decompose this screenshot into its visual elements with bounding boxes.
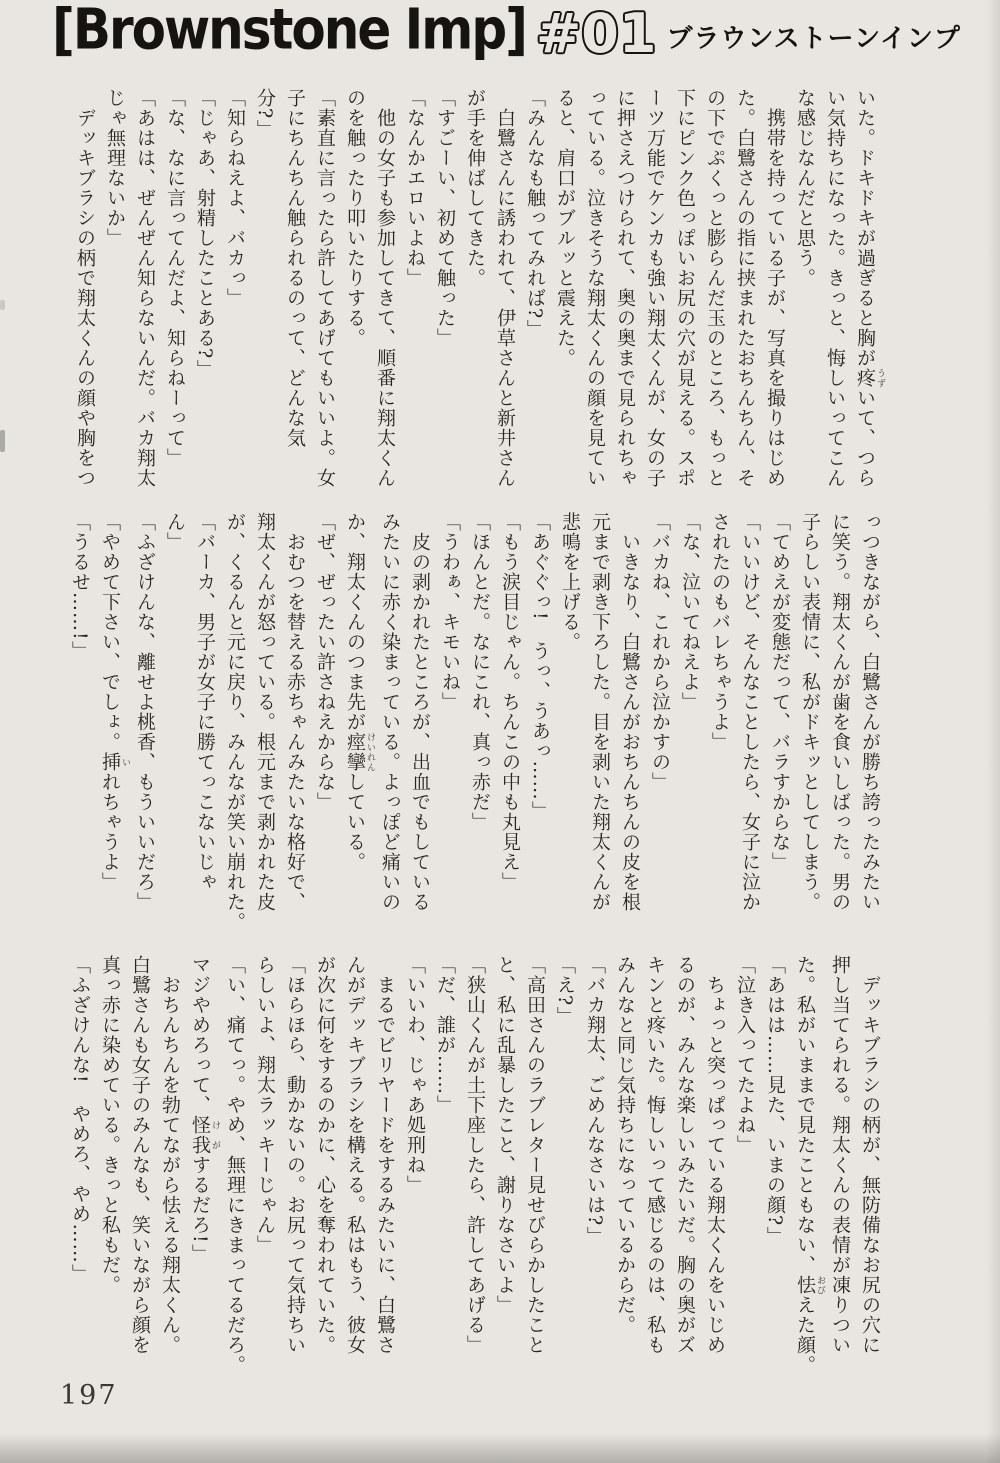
text-column: いきなり、白鷺さんがおちんちんの皮を根 xyxy=(619,512,641,912)
text-column: 「いいけど、そんなことしたら、女子に泣か xyxy=(739,512,761,912)
text-column: 「みんなも触ってみれば?」 xyxy=(524,88,546,340)
text-column: 真っ赤に染めている。きっと私もだ。 xyxy=(99,955,121,1295)
text-block-middle xyxy=(65,512,885,944)
text-column: ると、肩口がブルッと震えた。 xyxy=(554,88,576,368)
text-column: マジやめろって、怪我 けがするだろ!」 xyxy=(189,955,220,1264)
text-column: 「え?」 xyxy=(554,955,576,1027)
text-column: 「じゃあ、射精したことある?」 xyxy=(194,88,216,380)
text-column: に押さえつけられて、奥の奥まで見られちゃ xyxy=(614,88,636,488)
text-column: 「バカ翔太、ごめんなさいは?」 xyxy=(584,955,606,1247)
page-number: 197 xyxy=(60,1380,118,1411)
text-column: じゃ無理ないか」 xyxy=(104,88,126,248)
text-column: 「なんかエロいよね」 xyxy=(404,88,426,288)
text-column: 押し当てられる。翔太くんの表情が凍りつい xyxy=(829,955,851,1355)
text-block-top xyxy=(70,88,885,492)
text-column: 「あはは……見た、いまの顔?」 xyxy=(764,955,786,1247)
text-column: 「ふざけんな、離せよ桃香、もういいだろ」 xyxy=(134,512,156,912)
text-column: 分?」 xyxy=(254,88,276,140)
text-column: い気持ちになった。きっと、悔しいってこん xyxy=(824,88,846,488)
text-column: か、翔太くんのつま先が痙攣 けいれんしている。 xyxy=(344,512,375,872)
text-column: ん」 xyxy=(164,512,186,552)
text-column: 下にピンク色っぽいお尻の穴が見える。スポ xyxy=(674,88,696,488)
text-column: 皮の剥かれたところが、出血でもしている xyxy=(409,512,431,912)
text-column: 「いいわ、じゃあ処刑ね」 xyxy=(404,955,426,1195)
text-column: 「ほんとだ。なにこれ、真っ赤だ」 xyxy=(469,512,491,832)
text-column: おちんちんを勃てながら怯える翔太くん。 xyxy=(159,955,181,1355)
text-column: 悲鳴を上げる。 xyxy=(559,512,581,652)
chapter-title-japanese: ブラウンストーンインプ xyxy=(666,24,961,54)
text-column: ーツ万能でケンカも強い翔太くんが、女の子 xyxy=(644,88,666,488)
text-column: が手を伸ばしてきた。 xyxy=(464,88,486,288)
text-column: が次に何をするのかに、心を奪われていた。 xyxy=(314,955,336,1355)
text-column: んがデッキブラシを構える。私はもう、彼女 xyxy=(344,955,366,1355)
text-column: 「てめえが変態だって、バラすからな」 xyxy=(769,512,791,872)
text-column: デッキブラシの柄で翔太くんの顔や胸をつ xyxy=(74,88,96,488)
text-column: 「バーカ、男子が女子に勝てっこないじゃ xyxy=(194,512,216,892)
chapter-title-english: [Brownstone Imp] xyxy=(52,0,527,63)
text-column: 「うるせ……!」 xyxy=(69,512,91,661)
text-column: 白鷺さんも女子のみんなも、笑いながら顔を xyxy=(129,955,151,1355)
text-column: みたいに赤く染まっている。よっぽど痛いの xyxy=(379,512,401,912)
text-column: おむつを替える赤ちゃんみたいな格好で、 xyxy=(284,512,306,912)
text-column: 「やめて下さい、でしょ。挿 いれちゃうよ」 xyxy=(99,512,130,892)
chapter-header xyxy=(52,0,961,65)
text-column: いた。ドキドキが過ぎると胸が疼 うずいて、つら xyxy=(854,88,885,488)
text-column: っている。泣きそうな翔太くんの顔を見てい xyxy=(584,88,606,488)
text-column: キンと疼いた。悔しいって感じるのは、私も xyxy=(644,955,666,1355)
text-column: 「あぐぐっ! うっ、うあっ……」 xyxy=(529,512,551,821)
text-column: な感じなんだと思う。 xyxy=(794,88,816,288)
text-column: されたのもバレちゃうよ」 xyxy=(709,512,731,752)
text-column: が、くるんと元に戻り、みんなが笑い崩れた。 xyxy=(224,512,246,932)
text-column: 他の女子も参加してきて、順番に翔太くん xyxy=(374,88,396,488)
text-column: るのが、みんな楽しいみたいだ。胸の奥がズ xyxy=(674,955,696,1355)
text-column: た。白鷺さんの指に挟まれたおちんちん、そ xyxy=(734,88,756,488)
text-column: 子らしい表情に、私がドキッとしてしまう。 xyxy=(799,512,821,912)
text-column: た。私がいままで見たこともない、怯 おびえた顔。 xyxy=(794,955,825,1375)
text-column: っつきながら、白鷺さんが勝ち誇ったみたい xyxy=(859,512,881,912)
text-column: 「な、なに言ってんだよ、知らねーって」 xyxy=(164,88,186,468)
text-column: 「だ、誰が……」 xyxy=(434,955,456,1115)
text-column: みんなと同じ気持ちになっているからだ。 xyxy=(614,955,636,1335)
text-column: と、私に乱暴したこと、謝りなさいよ」 xyxy=(494,955,516,1315)
text-column: 子にちんちん触られるのって、どんな気 xyxy=(284,88,306,448)
text-column: ちょっと突っぱっている翔太くんをいじめ xyxy=(704,955,726,1355)
text-column: 「あはは、ぜんぜん知らないんだ。バカ翔太 xyxy=(134,88,156,488)
text-column: 白鷺さんに誘われて、伊草さんと新井さん xyxy=(494,88,516,488)
text-column: 「もう涙目じゃん。ちんこの中も丸見え」 xyxy=(499,512,521,892)
text-column: らしいよ、翔太ラッキーじゃん」 xyxy=(254,955,276,1255)
text-column: 「バカね、これから泣かすの」 xyxy=(649,512,671,792)
text-column: に笑う。翔太くんが歯を食いしばった。男の xyxy=(829,512,851,912)
text-column: 「泣き入ってたよね」 xyxy=(734,955,756,1155)
text-column: 「素直に言ったら許してあげてもいいよ。女 xyxy=(314,88,336,488)
text-column: デッキブラシの柄が、無防備なお尻の穴に xyxy=(859,955,881,1355)
text-column: 携帯を持っている子が、写真を撮りはじめ xyxy=(764,88,786,488)
text-column: 「ふざけんな! やめろ、やめ……」 xyxy=(69,955,91,1284)
text-column: 「うわぁ、キモいね」 xyxy=(439,512,461,712)
scan-artifact xyxy=(0,300,5,310)
text-column: の下でぷくっと膨らんだ玉のところ、もっと xyxy=(704,88,726,488)
text-column: のを触ったり叩いたりする。 xyxy=(344,88,366,348)
text-column: 「い、痛てっ。やめ、無理にきまってるだろ。 xyxy=(224,955,246,1375)
text-column: 元まで剥き下ろした。目を剥いた翔太くんが xyxy=(589,512,611,912)
text-column: 「高田さんのラブレター見せびらかしたこと xyxy=(524,955,546,1355)
text-column: 「ぜ、ぜったい許さねえからな」 xyxy=(314,512,336,812)
text-column: 「ほらほら、動かないの。お尻って気持ちい xyxy=(284,955,306,1355)
text-column: 「狭山くんが土下座したら、許してあげる」 xyxy=(464,955,486,1355)
text-column: 「すごーい、初めて触った」 xyxy=(434,88,456,348)
text-column: 「知らねえよ、バカっ」 xyxy=(224,88,246,308)
scan-artifact xyxy=(0,430,5,452)
text-column: 翔太くんが怒っている。根元まで剥かれた皮 xyxy=(254,512,276,912)
chapter-number: #01 xyxy=(536,2,657,65)
text-block-bottom xyxy=(65,955,885,1397)
text-column: まるでビリヤードをするみたいに、白鷺さ xyxy=(374,955,396,1355)
text-column: 「な、泣いてねえよ」 xyxy=(679,512,701,712)
